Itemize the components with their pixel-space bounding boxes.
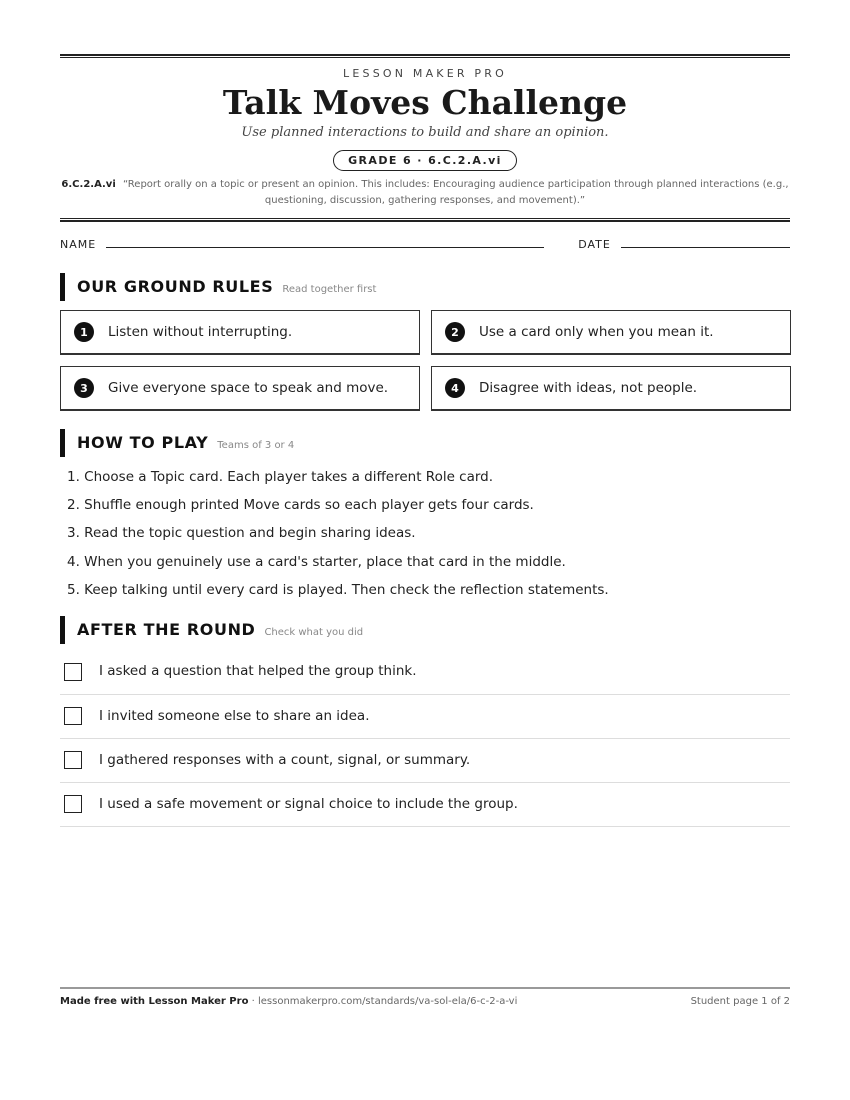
reflection-checkbox[interactable] [64, 795, 82, 813]
ground-rule-card [60, 366, 420, 411]
reflection-checkbox[interactable] [64, 707, 82, 725]
ground-rule-card [60, 310, 420, 355]
footer-credit [60, 996, 517, 1007]
reflection-checkbox[interactable] [64, 751, 82, 769]
reflection-text: I gathered responses with a count, signal, or summary. [99, 751, 471, 768]
instruction-step: 5. Keep talking until every card is played. Then check the reflection statements. [67, 581, 609, 598]
after-round-heading [60, 616, 790, 644]
rule-number-badge: 1 [74, 322, 94, 342]
top-divider [60, 54, 790, 58]
footer-page-number: Student page 1 of 2 [690, 996, 790, 1007]
reflection-item [60, 659, 790, 695]
footer-made-with: Made free with Lesson Maker Pro [60, 996, 249, 1007]
reflection-item [60, 695, 790, 739]
instruction-step: 4. When you genuinely use a card's starter, place that card in the middle. [67, 553, 566, 570]
ground-rule-text: Disagree with ideas, not people. [479, 380, 698, 396]
how-to-play-subtitle: Teams of 3 or 4 [217, 440, 295, 451]
standard-description [60, 177, 790, 209]
reflection-text: I invited someone else to share an idea. [99, 707, 370, 724]
reflection-item [60, 739, 790, 783]
worksheet-page [60, 54, 790, 827]
name-label: NAME [60, 238, 97, 251]
instruction-step: 3. Read the topic question and begin sharing ideas. [67, 525, 416, 542]
rule-number-badge: 3 [74, 378, 94, 398]
after-round-subtitle: Check what you did [264, 626, 364, 638]
ground-rule-card [431, 310, 791, 355]
reflection-text: I used a safe movement or signal choice to include the group. [99, 795, 518, 812]
reflection-checklist [60, 659, 790, 827]
header-divider [60, 218, 790, 222]
after-round-title: AFTER THE ROUND [77, 619, 256, 639]
ground-rule-text: Use a card only when you mean it. [479, 324, 714, 340]
standard-text: “Report orally on a topic or present an opinion. This includes: Encouraging audience participation through planned interactions (e.g., questioning, discussion, gathering responses, and movement).” [122, 179, 789, 206]
ground-rules-subtitle: Read together first [282, 284, 377, 295]
standard-code: 6.C.2.A.vi [61, 179, 116, 190]
how-to-play-title: HOW TO PLAY [77, 433, 209, 452]
how-to-play-steps [60, 463, 790, 604]
rule-number-badge: 4 [445, 378, 465, 398]
ground-rules-title: OUR GROUND RULES [77, 277, 274, 296]
page-footer [60, 987, 790, 1007]
footer-url[interactable]: · lessonmakerpro.com/standards/va-sol-ela/6-c-2-a-vi [248, 996, 518, 1007]
how-to-play-heading [60, 429, 790, 457]
page-subtitle: Use planned interactions to build and share an opinion. [241, 125, 609, 140]
date-label: DATE [578, 238, 611, 251]
page-title: Talk Moves Challenge [222, 83, 628, 122]
reflection-checkbox[interactable] [64, 663, 82, 681]
ground-rule-text: Listen without interrupting. [108, 324, 293, 340]
date-field[interactable] [621, 247, 790, 248]
reflection-item [60, 783, 790, 827]
ground-rules-grid [60, 310, 790, 411]
ground-rule-card [431, 366, 791, 411]
ground-rules-heading [60, 273, 790, 301]
reflection-text: I asked a question that helped the group think. [99, 662, 417, 679]
name-date-row [60, 238, 790, 251]
grade-badge-wrap [60, 149, 790, 171]
grade-badge: GRADE 6 · 6.C.2.A.vi [333, 150, 517, 171]
rule-number-badge: 2 [445, 322, 465, 342]
name-field[interactable] [106, 247, 544, 248]
ground-rule-text: Give everyone space to speak and move. [108, 380, 389, 396]
instruction-step: 2. Shuffle enough printed Move cards so each player gets four cards. [67, 497, 534, 514]
brand-name: LESSON MAKER PRO [343, 67, 507, 80]
instruction-step: 1. Choose a Topic card. Each player takes a different Role card. [67, 469, 494, 485]
